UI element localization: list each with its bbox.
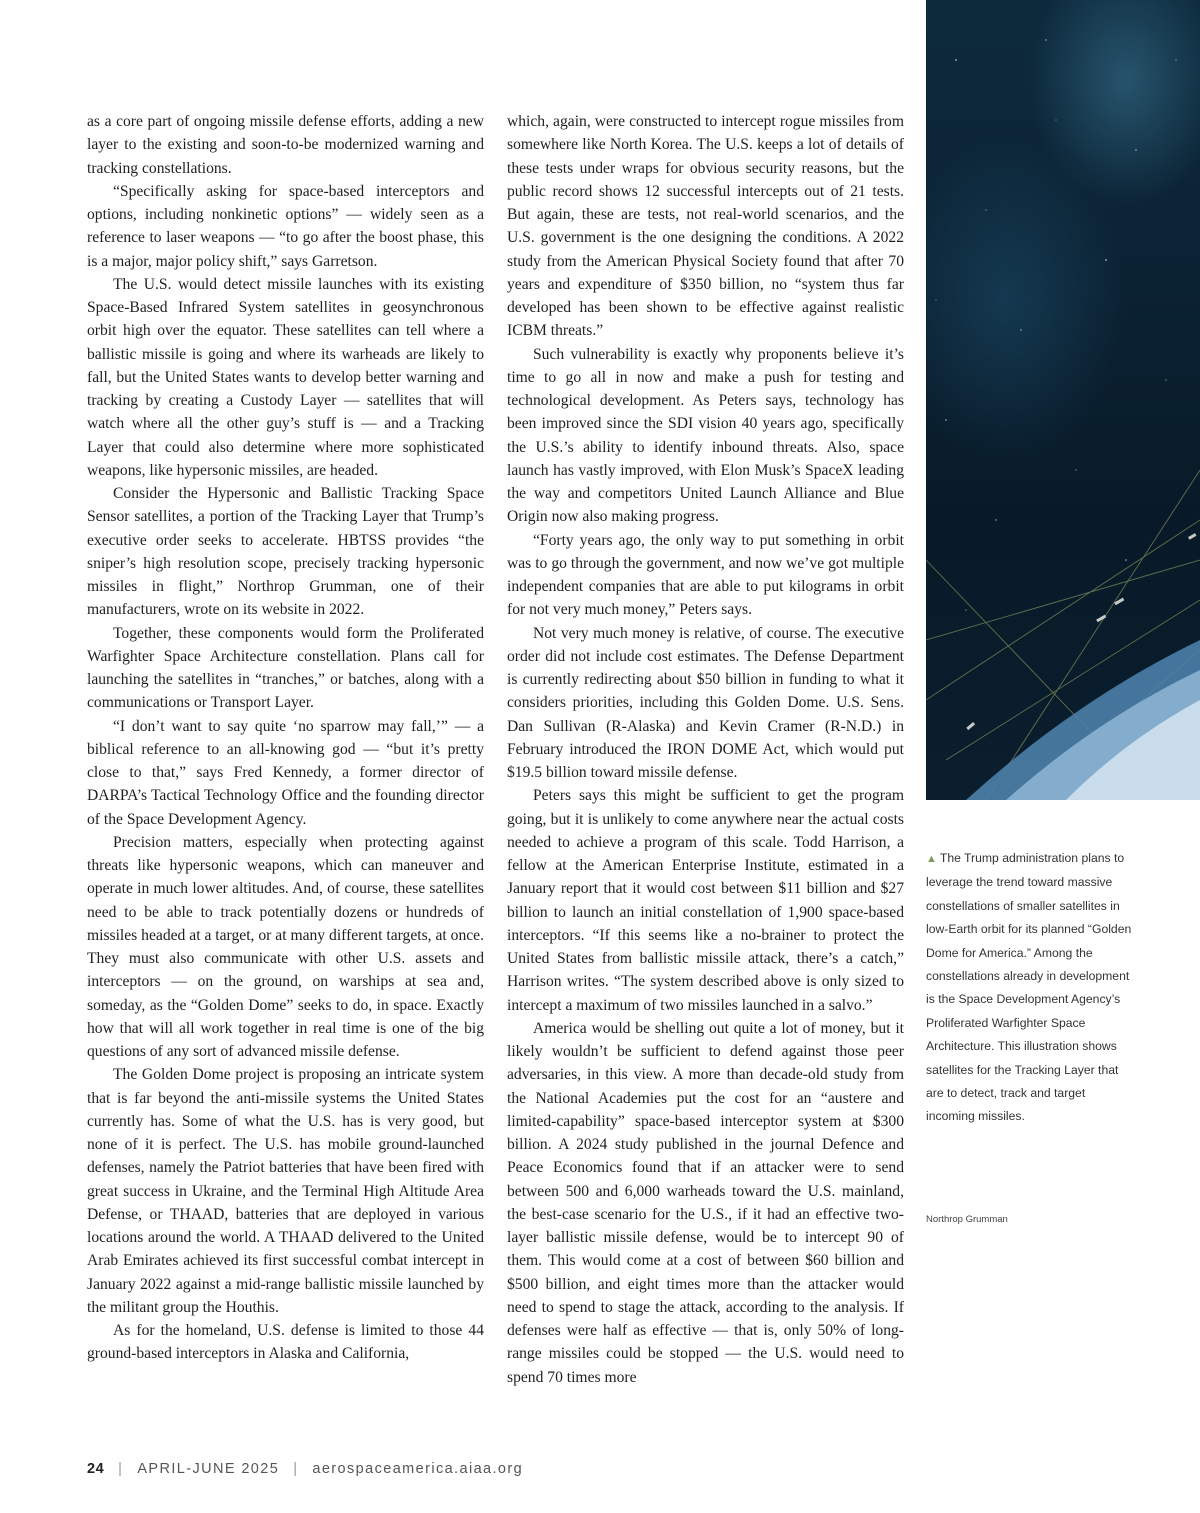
paragraph: which, again, were constructed to intercept rogue missiles from somewhere like North Korea. The U.S. keeps a lot of details of these tests under wraps for obvious security reasons, but the public record shows 12 successful intercepts out of 21 tests. But again, these are tests, not real-world scenarios, and the U.S. government is the one designing the conditions. A 2022 study from the American Physical Society found that after 70 years and expenditure of $350 billion, no “system thus far developed has been shown to be effective against realistic ICBM threats.” (507, 113, 904, 340)
page-number: 24 (87, 1461, 105, 1477)
paragraph: Such vulnerability is exactly why proponents believe it’s time to go all in now and make a push for testing and technological development. As Peters says, technology has been improved since the SDI vision 40 years ago, specifically the U.S.’s ability to identify inbound threats. Also, space launch has vastly improved, with Elon Musk’s SpaceX leading the way and competitors United Launch Alliance and Blue Origin now also making progress. (507, 345, 904, 526)
paragraph: Peters says this might be sufficient to get the program going, but it is unlikely to come anywhere near the actual costs needed to achieve a program of this scale. Todd Harrison, a fellow at the American Enterprise Institute, estimated in a January report that it would cost between $11 billion and $27 billion to launch an initial constellation of 1,900 space-based interceptors. “If this seems like a no-brainer to protect the United States from ballistic missile attack, there’s a catch,” Harrison writes. “The system described above is only sized to intercept a maximum of two missiles launched in a salvo.” (507, 787, 904, 1014)
paragraph: The U.S. would detect missile launches with its existing Space-Based Infrared System satellites in geosynchronous orbit high over the equator. These satellites can tell where a ballistic missile is going and where its warheads are likely to fall, but the United States wants to develop better warning and tracking by creating a Custody Layer — satellites that will watch where all the other guy’s stuff is — and a Tracking Layer that could also determine where more sophisticated weapons, like hypersonic missiles, are headed. (87, 275, 484, 479)
caption-text: The Trump administration plans to leverage the trend toward massive constellations of smaller satellites in low-Earth orbit for its planned “Golden Dome for America.” Among the constellations already in development is the Space Development Agency’s Proliferated Warfighter Space Architecture. This illustration shows satellites for the Tracking Layer that are to detect, track and target incoming missiles. (926, 851, 1132, 1124)
paragraph: as a core part of ongoing missile defense efforts, adding a new layer to the existing and soon-to-be modernized warning and tracking constellations. (87, 113, 484, 177)
paragraph: “Specifically asking for space-based interceptors and options, including nonkinetic options” — widely seen as a reference to laser weapons — “to go after the boost phase, this is a major, major policy shift,” says Garretson. (87, 182, 484, 270)
paragraph: As for the homeland, U.S. defense is limited to those 44 ground-based interceptors in Alaska and California, (87, 1322, 484, 1363)
paragraph: Together, these components would form the Proliferated Warfighter Space Architecture constellation. Plans call for launching the satellites in “tranches,” or batches, along with a communications or Transport Layer. (87, 624, 484, 712)
caption-triangle-icon: ▲ (926, 853, 937, 865)
paragraph: America would be shelling out quite a lot of money, but it likely wouldn’t be sufficient to defend against those peer adversaries, in this view. A more than decade-old study from the National Academies put the cost for an “austere and limited-capability” space-based interceptor system at $300 billion. A 2024 study published in the journal Defence and Peace Economics found that if an attacker were to send between 500 and 6,000 warheads toward the U.S. mainland, the best-case scenario for the U.S., if it had an effective two-layer ballistic missile defense, would be to intercept 90 of them. This would come at a cost of between $60 billion and $500 billion, and eight times more than the attacker would need to spend to stage the attack, according to the analysis. If defenses were half as effective — that is, only 50% of long-range missiles could be stopped — the U.S. would need to spend 70 times more (507, 1019, 904, 1386)
paragraph: Precision matters, especially when protecting against threats like hypersonic weapons, which can maneuver and operate in much lower altitudes. And, of course, these satellites need to be able to track potentially dozens or hundreds of missiles headed at a target, or at many different targets, at once. They must also communicate with other U.S. assets and interceptors — on the ground, on warships at sea and, someday, as the “Golden Dome” seeks to do, in space. Exactly how that will all work together in real time is one of the big questions of any sort of advanced missile defense. (87, 833, 484, 1060)
paragraph: “I don’t want to say quite ‘no sparrow may fall,’” — a biblical reference to an all-knowing god — “but it’s pretty close to that,” says Fred Kennedy, a former director of DARPA’s Tactical Technology Office and the founding director of the Space Development Agency. (87, 717, 484, 828)
article-column-right (507, 110, 904, 1389)
satellite-constellation-image (926, 0, 1200, 800)
paragraph: The Golden Dome project is proposing an intricate system that is far beyond the anti-missile systems the United States currently has. Some of what the U.S. has is very good, but none of it is perfect. The U.S. has mobile ground-launched defenses, namely the Patriot batteries that have been fired with great success in Ukraine, and the Terminal High Altitude Area Defense, or THAAD, batteries that are deployed in various locations around the world. A THAAD delivered to the United Arab Emirates achieved its first successful combat intercept in January 2022 against a mid-range ballistic missile launched by the militant group the Houthis. (87, 1066, 484, 1316)
issue-date: APRIL-JUNE 2025 (137, 1461, 280, 1477)
article-column-left (87, 110, 484, 1366)
image-credit: Northrop Grumman (926, 1214, 1008, 1225)
page-footer: 24 | APRIL-JUNE 2025 | aerospaceamerica.aiaa.org (87, 1461, 524, 1477)
image-caption (926, 847, 1136, 1129)
paragraph: Not very much money is relative, of course. The executive order did not include cost estimates. The Defense Department is currently redirecting about $50 billion in funding to what it considers priorities, including this Golden Dome. U.S. Sens. Dan Sullivan (R-Alaska) and Kevin Cramer (R-N.D.) in February introduced the IRON DOME Act, which would put $19.5 billion toward missile defense. (507, 624, 904, 781)
paragraph: Consider the Hypersonic and Ballistic Tracking Space Sensor satellites, a portion of the Tracking Layer that Trump’s executive order seeks to accelerate. HBTSS provides “the sniper’s high resolution scope, precisely tracking hypersonic missiles in flight,” Northrop Grumman, one of their manufacturers, wrote on its website in 2022. (87, 485, 484, 619)
website-url: aerospaceamerica.aiaa.org (312, 1461, 524, 1477)
paragraph: “Forty years ago, the only way to put something in orbit was to go through the government, and now we’ve got multiple independent companies that are able to put kilograms in orbit for not very much money,” Peters says. (507, 531, 904, 619)
